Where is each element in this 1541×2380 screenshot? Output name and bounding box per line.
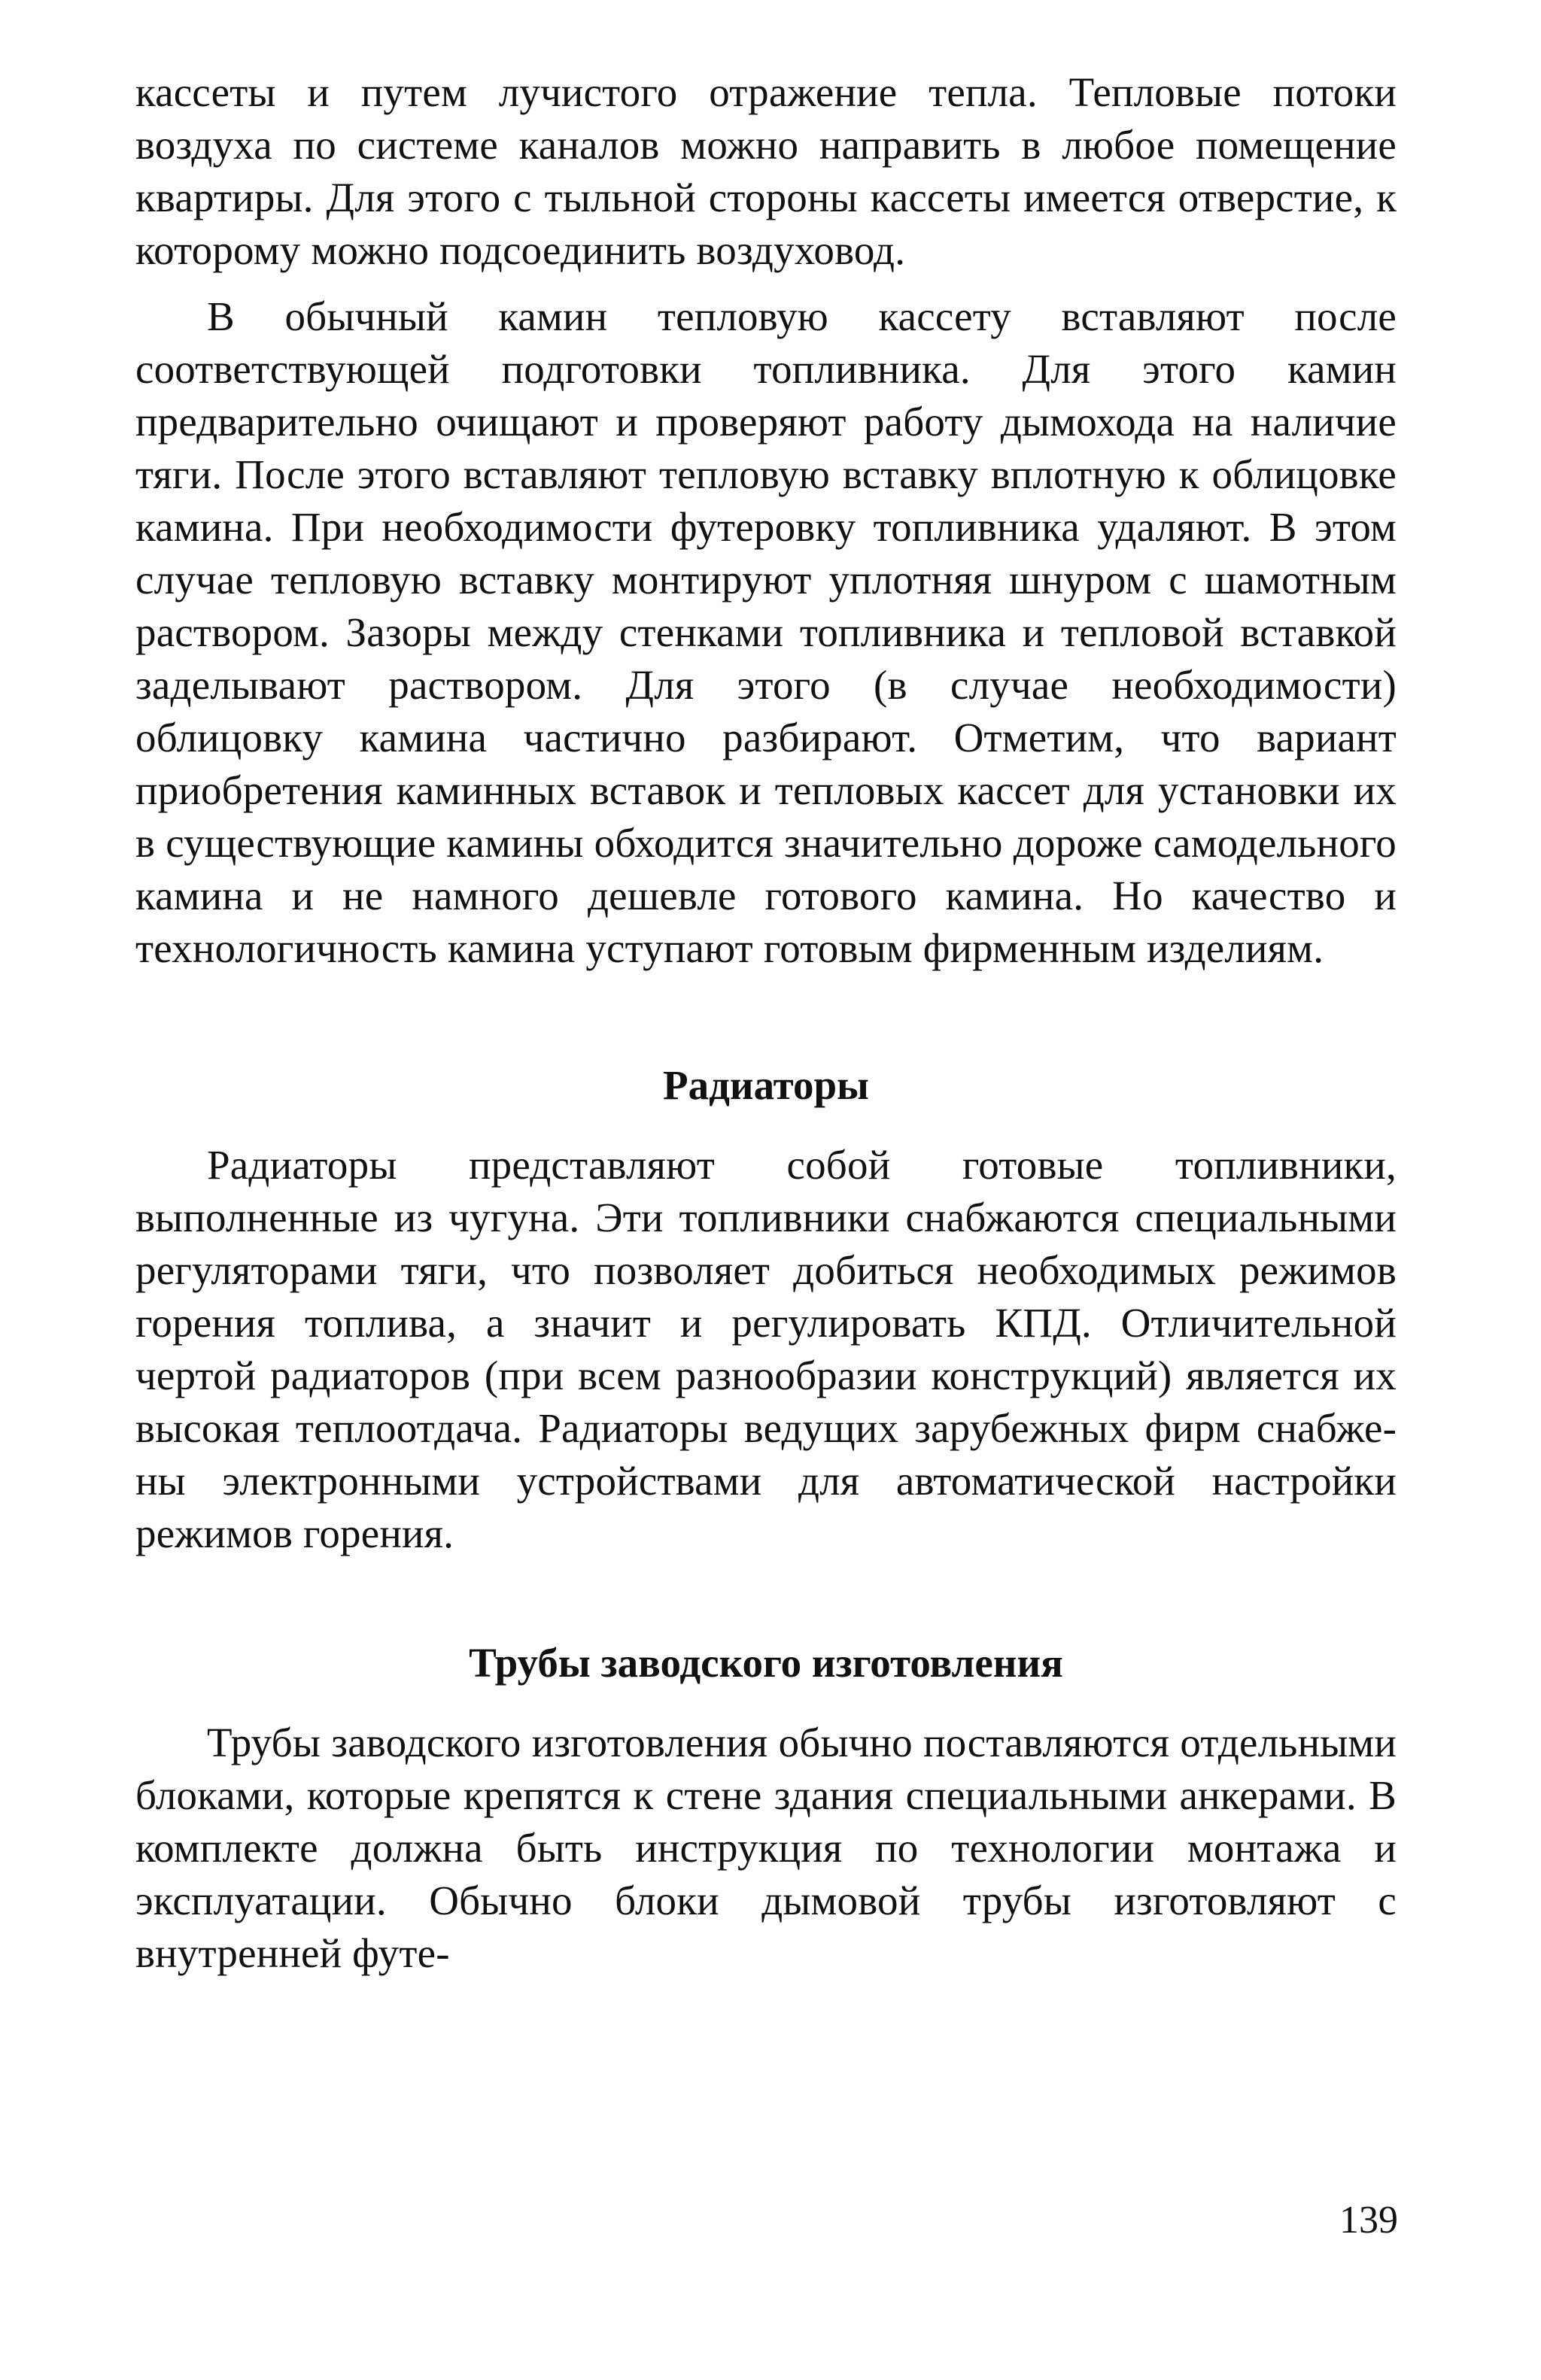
section-heading-radiators: Радиаторы xyxy=(662,1062,869,1108)
paragraph-fireplace-insert: В обычный камин тепловую кассету вставляют после соответствующей подготовки топливника. Для этого камин предварительно очищают и проверяют работу дымохода на наличие тяги. После этого вставляют тепловую вставку вплотную к облицовке камина. При необходимости футеровку топливника удаляют. В этом случае тепловую вставку монтируют уплотняя шнуром с шамотным раствором. Зазоры между стенками топливника и тепловой вставкой заделывают раствором. Для этого (в случае необходимости) облицовку камина частично разбирают. Отметим, что вариант приобретения каминных вставок и тепловых кассет для установки их в существующие камины обходится значительно дороже самодельного камина и не намного дешевле готового камина. Но качество и технологичность камина уступают готовым фирменным изделиям. xyxy=(135,293,1397,971)
paragraph-continuation: кассеты и путем лучистого отражение тепла. Тепловые потоки воздуха по системе каналов можно направить в любое помещение квартиры. Для этого с тыльной стороны кассеты имеется отверстие, к которому можно подсоединить воздуховод. xyxy=(135,69,1397,273)
paragraph-factory-pipes: Трубы заводского изготовления обычно поставляются отдельными блоками, которые крепятся к стене здания специальными анкерами. В комплекте должна быть инструкция по технологии монтажа и эксплуатации. Обычно блоки дымовой трубы изготовляют с внутренней футе- xyxy=(135,1720,1397,1976)
paragraph-radiators: Радиаторы представляют собой готовые топливники, выполненные из чугуна. Эти топливники снабжаются специальными регуляторами тяги, что позволяет добиться необходимых режимов горения топлива, а значит и регулировать КПД. Отличительной чертой радиаторов (при всем разнообразии конструкций) является их высокая теплоотдача. Радиаторы ведущих зарубежных фирм снабжены электронными устройствами для автоматической настройки режимов горения. xyxy=(135,1142,1397,1556)
section-heading-factory-pipes: Трубы заводского изготовления xyxy=(469,1640,1063,1686)
book-page xyxy=(135,66,1397,1980)
page-number: 139 xyxy=(1339,2199,1398,2242)
